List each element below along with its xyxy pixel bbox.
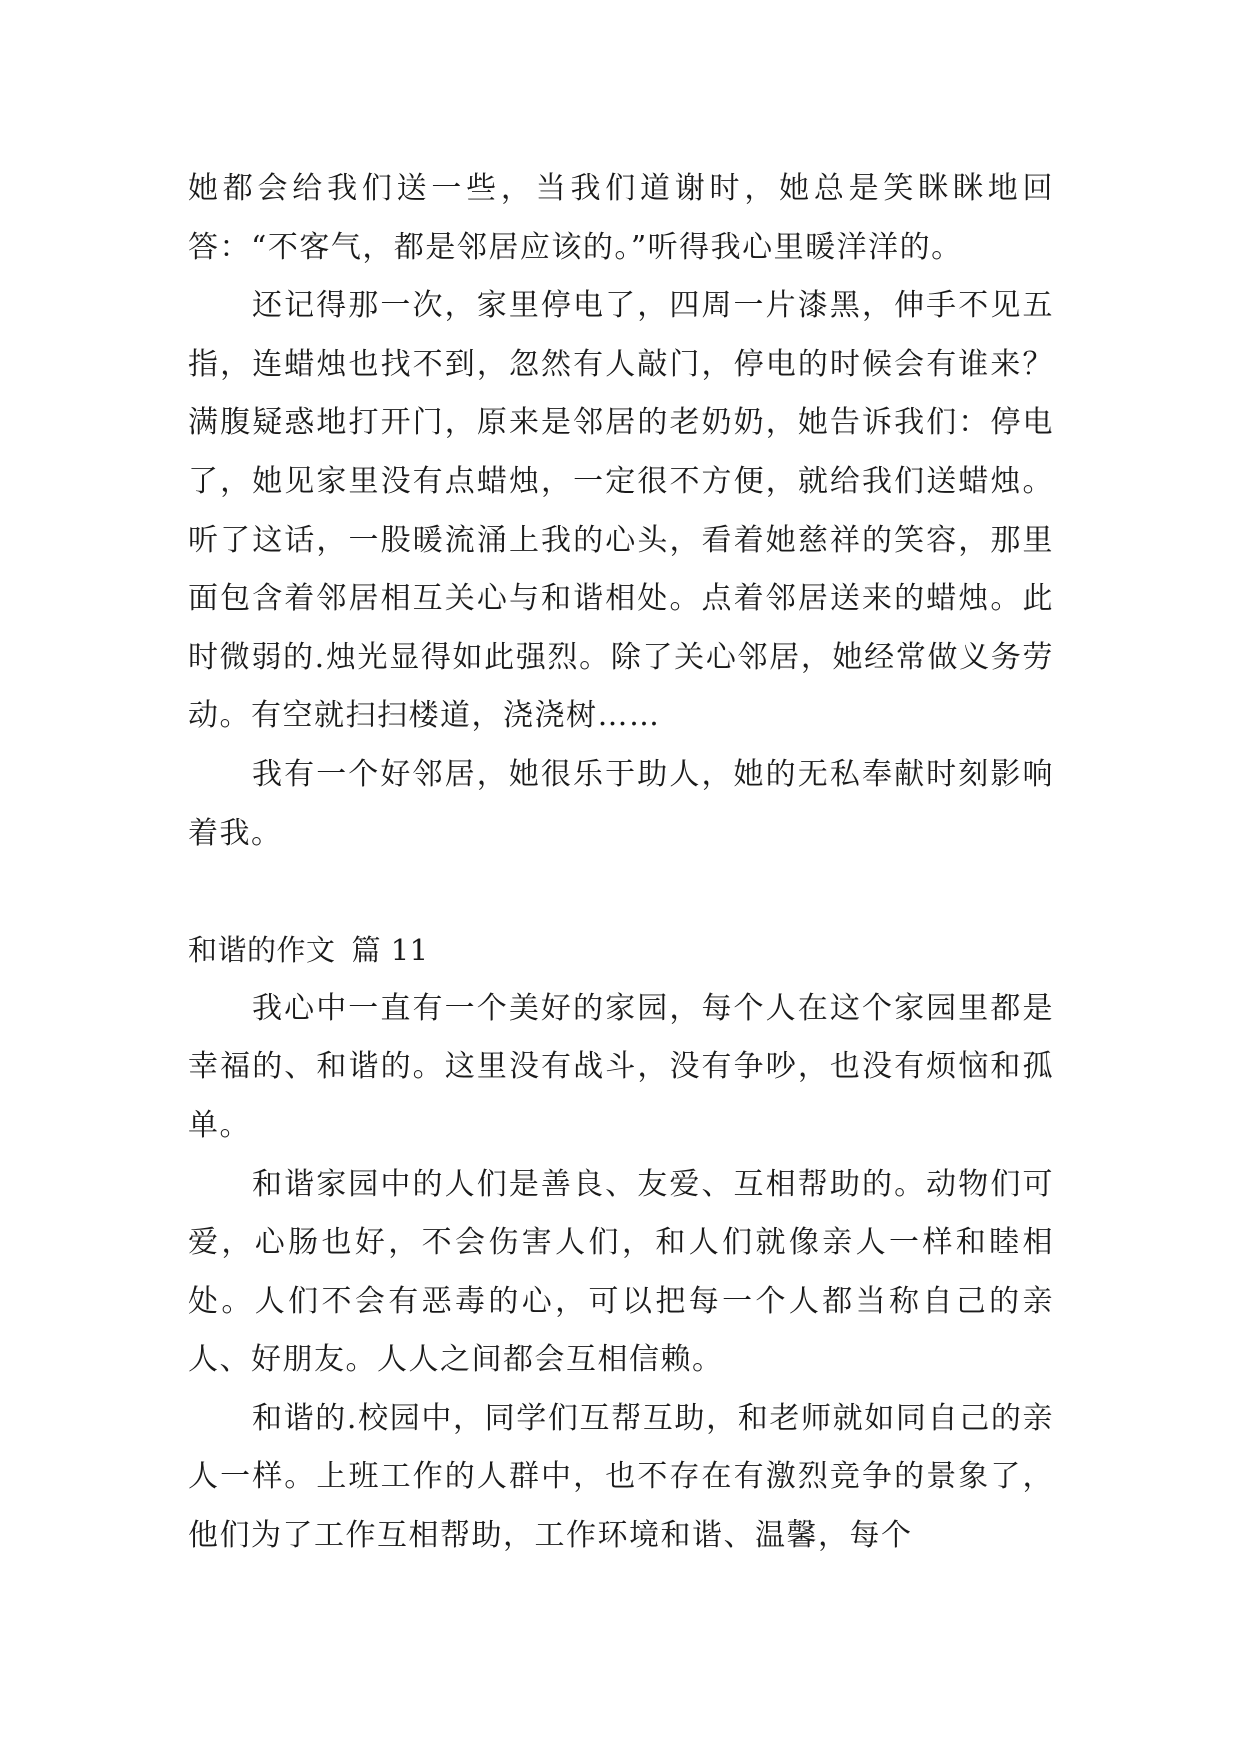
- paragraph-harmonious-home: 和谐家园中的人们是善良、友爱、互相帮助的。动物们可爱，心肠也好，不会伤害人们，和人们就像亲人一样和睦相处。人们不会有恶毒的心，可以把每一个人都当称自己的亲人、好朋友。人人之间都会互相信赖。: [188, 1166, 1054, 1378]
- section-heading: [188, 921, 1054, 980]
- paragraph-neighbor-thanks: 她都会给我们送一些，当我们道谢时，她总是笑眯眯地回答：“不客气，都是邻居应该的。”听得我心里暖洋洋的。: [188, 171, 1054, 265]
- paragraph-ideal-home: 我心中一直有一个美好的家园，每个人在这个家园里都是幸福的、和谐的。这里没有战斗，没有争吵，也没有烦恼和孤单。: [188, 990, 1054, 1143]
- paragraph-harmonious-campus: 和谐的.校园中，同学们互帮互助，和老师就如同自己的亲人一样。上班工作的人群中，也不存在有激烈竞争的景象了，他们为了工作互相帮助，工作环境和谐、温馨，每个: [188, 1400, 1054, 1554]
- paragraph-power-outage: 还记得那一次，家里停电了，四周一片漆黑，伸手不见五指，连蜡烛也找不到，忽然有人敲门，停电的时候会有谁来？满腹疑惑地打开门，原来是邻居的老奶奶，她告诉我们：停电了，她见家里没有点蜡烛，一定很不方便，就给我们送蜡烛。听了这话，一股暖流涌上我的心头，看着她慈祥的笑容，那里面包含着邻居相互关心与和谐相处。点着邻居送来的蜡烛。此时微弱的.烛光显得如此强烈。除了关心邻居，她经常做义务劳动。有空就扫扫楼道，浇浇树……: [188, 288, 1054, 734]
- heading-title: 和谐的作文: [188, 933, 336, 968]
- heading-label: 篇 11: [351, 933, 429, 968]
- paragraph-good-neighbor: 我有一个好邻居，她很乐于助人，她的无私奉献时刻影响着我。: [188, 756, 1054, 851]
- section-spacer: [188, 863, 1054, 921]
- document-body: [188, 160, 1054, 1566]
